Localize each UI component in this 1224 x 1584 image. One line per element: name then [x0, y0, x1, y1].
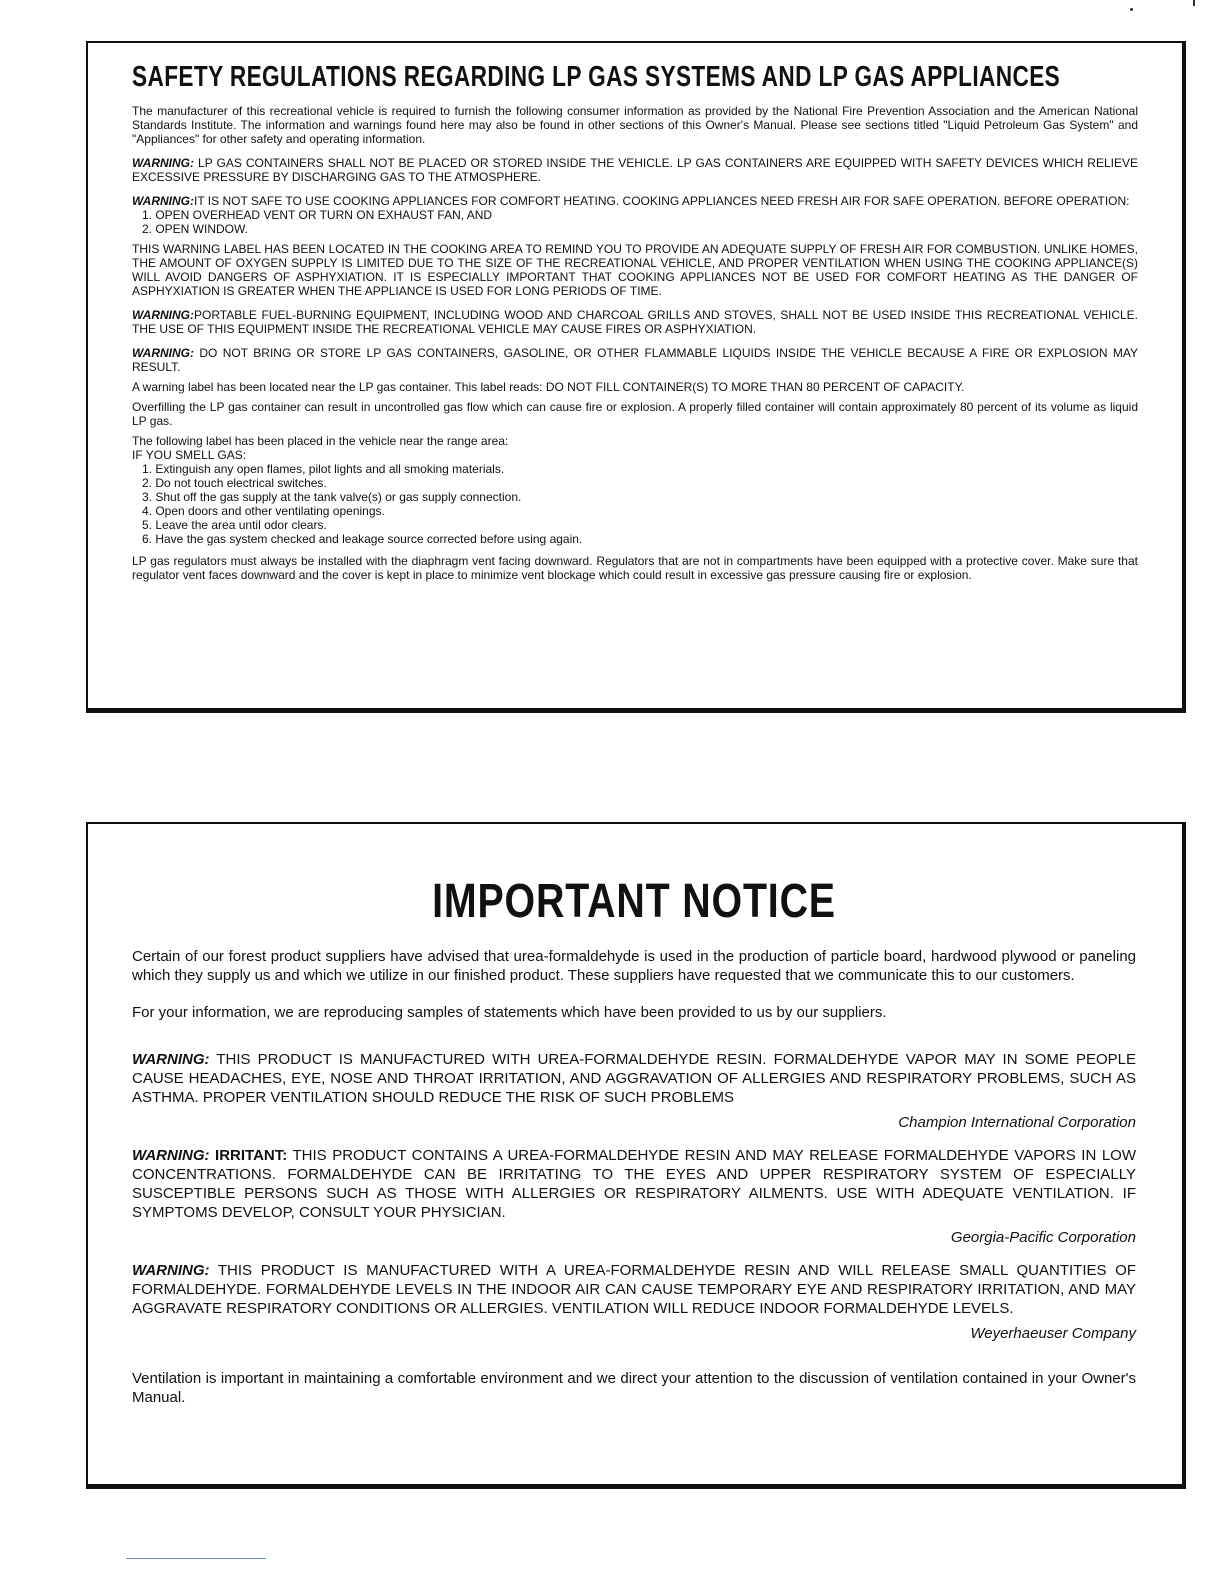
scan-mark: [1130, 8, 1133, 11]
smell-step: 1. Extinguish any open flames, pilot lights and all smoking materials.: [142, 462, 505, 476]
overfill-text: Overfilling the LP gas container can result in uncontrolled gas flow which can cause fire or explosion. A properly filled container will contain approximately 80 percent of its volume as liquid LP gas.: [132, 400, 1138, 428]
scan-mark: [126, 1558, 266, 1559]
warning-flammables: [132, 346, 1138, 374]
warning-text: THIS PRODUCT IS MANUFACTURED WITH UREA-FORMALDEHYDE RESIN. FORMALDEHYDE VAPOR MAY IN SOME PEOPLE CAUSE HEADACHES, EYE, NOSE AND THROAT IRRITATION, AND AGGRAVATION OF ALLERGIES AND RESPIRATORY PROBLEMS, SUCH AS ASTHMA. PROPER VENTILATION SHOULD REDUCE THE RISK OF SUCH PROBLEMS: [132, 1051, 1136, 1106]
smell-step: 4. Open doors and other ventilating openings.: [142, 504, 385, 518]
warning-georgia-pacific: [132, 1146, 1136, 1222]
notice-title: IMPORTANT NOTICE: [432, 875, 836, 928]
warning-label: WARNING:: [132, 308, 194, 322]
warning-champion: [132, 1050, 1136, 1107]
warning-label: WARNING:: [132, 194, 194, 208]
safety-title: SAFETY REGULATIONS REGARDING LP GAS SYSTEMS AND LP GAS APPLIANCES: [132, 61, 1061, 93]
warning-label: WARNING:: [132, 1147, 210, 1164]
warning-portable-fuel: [132, 308, 1138, 336]
important-notice-box: [86, 822, 1186, 1489]
warning-cooking: [132, 194, 1138, 208]
notice-paragraph: Certain of our forest product suppliers have advised that urea-formaldehyde is used in the production of particle board, hardwood plywood or paneling which they supply us and which we utilize in our finished product. These suppliers have requested that we communicate this to our customers.: [132, 948, 1136, 984]
notice-paragraph: For your information, we are reproducing samples of statements which have been provided to us by our suppliers.: [132, 1004, 887, 1021]
cooking-steps: [132, 208, 1138, 236]
smell-gas-heading: IF YOU SMELL GAS:: [132, 448, 247, 462]
warning-label: WARNING:: [132, 1262, 210, 1279]
safety-regulations-box: [86, 41, 1186, 713]
warning-text: THIS PRODUCT IS MANUFACTURED WITH A UREA-FORMALDEHYDE RESIN AND WILL RELEASE SMALL QUANTITIES OF FORMALDEHYDE. FORMALDEHYDE LEVELS IN THE INDOOR AIR CAN CAUSE TEMPORARY EYE AND RESPIRATORY IRRITATION, AND MAY AGGRAVATE RESPIRATORY CONDITIONS OR ALLERGIES. VENTILATION WILL REDUCE INDOOR FORMALDEHYDE LEVELS.: [132, 1262, 1136, 1317]
smell-step: 2. Do not touch electrical switches.: [142, 476, 327, 490]
regulators-text: LP gas regulators must always be installed with the diaphragm vent facing downward. Regulators that are not in compartments have been equipped with a protective cover. Make sure that regulator vent faces downward and the cover is kept in place to minimize vent blockage which could result in excessive gas pressure causing fire or explosion.: [132, 554, 1138, 582]
smell-step: 6. Have the gas system checked and leakage source corrected before using again.: [142, 532, 583, 546]
warning-text: DO NOT BRING OR STORE LP GAS CONTAINERS, GASOLINE, OR OTHER FLAMMABLE LIQUIDS INSIDE THE VEHICLE BECAUSE A FIRE OR EXPLOSION MAY RESULT.: [132, 346, 1138, 374]
warning-text: IT IS NOT SAFE TO USE COOKING APPLIANCES FOR COMFORT HEATING. COOKING APPLIANCES NEED FRESH AIR FOR SAFE OPERATION. BEFORE OPERATION:: [194, 194, 1130, 208]
label-notice: THIS WARNING LABEL HAS BEEN LOCATED IN THE COOKING AREA TO REMIND YOU TO PROVIDE AN ADEQUATE SUPPLY OF FRESH AIR FOR COMBUSTION. UNLIKE HOMES, THE AMOUNT OF OXYGEN SUPPLY IS LIMITED DUE TO THE SIZE OF THE RECREATIONAL VEHICLE, AND PROPER VENTILATION WHEN USING THE COOKING APPLIANCE(S) WILL AVOID DANGERS OF ASPHYXIATION. IT IS ESPECIALLY IMPORTANT THAT COOKING APPLIANCES NOT BE USED FOR COMFORT HEATING AS THE DANGER OF ASPHYXIATION IS GREATER WHEN THE APPLIANCE IS USED FOR LONG PERIODS OF TIME.: [132, 242, 1138, 298]
safety-intro: The manufacturer of this recreational vehicle is required to furnish the following consumer information as provided by the National Fire Prevention Association and the American National Standards Institute. The information and warnings found here may also be found in other sections of this Owner's Manual. Please see sections titled "Liquid Petroleum Gas System" and "Appliances" for other safety and operating information.: [132, 104, 1138, 146]
smell-step: 5. Leave the area until odor clears.: [142, 518, 327, 532]
smell-gas-steps: [132, 462, 1138, 546]
warning-label: WARNING:: [132, 156, 194, 170]
cooking-step: 1. OPEN OVERHEAD VENT OR TURN ON EXHAUST FAN, AND: [142, 208, 493, 222]
warning-label: WARNING:: [132, 1051, 210, 1068]
warning-text: PORTABLE FUEL-BURNING EQUIPMENT, INCLUDING WOOD AND CHARCOAL GRILLS AND STOVES, SHALL NOT BE USED INSIDE THIS RECREATIONAL VEHICLE. THE USE OF THIS EQUIPMENT INSIDE THE RECREATIONAL VEHICLE MAY CAUSE FIRES OR ASPHYXIATION.: [132, 308, 1138, 336]
cooking-step: 2. OPEN WINDOW.: [142, 222, 249, 236]
source-champion: Champion International Corporation: [898, 1114, 1136, 1131]
warning-weyerhaeuser: [132, 1261, 1136, 1318]
closing-paragraph: Ventilation is important in maintaining a comfortable environment and we direct your attention to the discussion of ventilation contained in your Owner's Manual.: [132, 1370, 1136, 1406]
source-weyerhaeuser: Weyerhaeuser Company: [970, 1325, 1136, 1342]
scan-mark: [1193, 0, 1195, 6]
irritant-label: IRRITANT:: [209, 1147, 288, 1164]
warning-text: LP GAS CONTAINERS SHALL NOT BE PLACED OR STORED INSIDE THE VEHICLE. LP GAS CONTAINERS ARE EQUIPPED WITH SAFETY DEVICES WHICH RELIEVE EXCESSIVE PRESSURE BY DISCHARGING GAS TO THE ATMOSPHERE.: [132, 156, 1138, 184]
source-georgia-pacific: Georgia-Pacific Corporation: [950, 1229, 1136, 1246]
container-label: A warning label has been located near the LP gas container. This label reads: DO NOT FILL CONTAINER(S) TO MORE THAN 80 PERCENT OF CAPACITY.: [132, 380, 965, 394]
warning-label: WARNING:: [132, 346, 194, 360]
warning-text: THIS PRODUCT CONTAINS A UREA-FORMALDEHYDE RESIN AND MAY RELEASE FORMALDEHYDE VAPORS IN LOW CONCENTRATIONS. FORMALDEHYDE CAN BE IRRITATING TO THE EYES AND UPPER RESPIRATORY SYSTEM OF ESPECIALLY SUSCEPTIBLE PERSONS SUCH AS THOSE WITH ALLERGIES OR RESPIRATORY AILMENTS. USE WITH ADEQUATE VENTILATION. IF SYMPTOMS DEVELOP, CONSULT YOUR PHYSICIAN.: [132, 1147, 1136, 1221]
warning-containers: [132, 156, 1138, 184]
smell-step: 3. Shut off the gas supply at the tank valve(s) or gas supply connection.: [142, 490, 522, 504]
range-label-intro: The following label has been placed in the vehicle near the range area:: [132, 434, 509, 448]
